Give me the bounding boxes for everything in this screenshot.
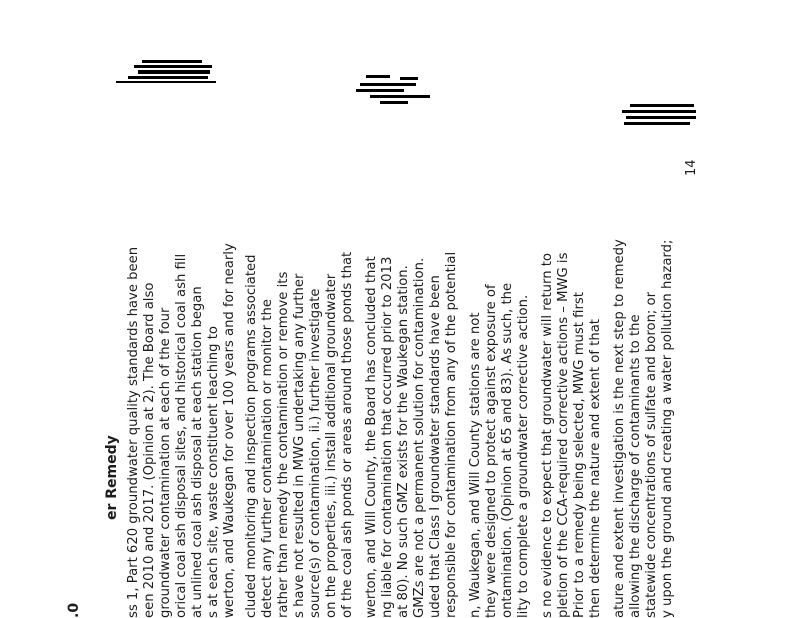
paragraph-1-line-1: ss 1, Part 620 groundwater quality standards have been <box>126 246 141 618</box>
paragraph-1-line-7: werton, and Waukegan for over 100 years and for nearly <box>222 243 237 618</box>
paragraph-2-line-4: s have not resulted in MWG undertaking any further <box>292 273 307 618</box>
section-number: .0 <box>66 602 82 618</box>
paragraph-2-line-7: of the coal ash ponds or areas around those ponds that <box>340 251 355 618</box>
page-number: 14 <box>684 159 699 176</box>
paragraph-6-line-4: y upon the ground and creating a water pollution hazard; <box>660 239 675 618</box>
paragraph-3-line-6: responsible for contamination from any of the potential <box>444 251 459 618</box>
paragraph-5-line-4: then determine the nature and extent of that <box>588 319 603 618</box>
paragraph-5-line-2: pletion of the CCA-required corrective actions – MWG is <box>556 252 571 618</box>
paragraph-5-line-3: Prior to a remedy being selected, MWG must first <box>572 292 587 618</box>
paragraph-2-line-3: rather than remedy the contamination or remove its <box>276 271 291 618</box>
paragraph-6-line-2: allowing the discharge of contaminants to the <box>628 314 643 618</box>
paragraph-1-line-5: at unlined coal ash disposal at each station began <box>190 286 205 618</box>
paragraph-4-line-1: n, Waukegan, and Will County stations are not <box>468 312 483 618</box>
section-title: er Remedy <box>104 435 120 520</box>
paragraph-6-line-1: ature and extent investigation is the next step to remedy <box>612 239 627 618</box>
paragraph-1-line-4: orical coal ash disposal sites, and historical coal ash fill <box>174 253 189 618</box>
paragraph-4-line-3: ontamination. (Opinion at 65 and 83). As such, the <box>500 282 515 618</box>
paragraph-3-line-4: GMZs are not a permanent solution for contamination. <box>412 257 427 618</box>
paragraph-2-line-1: cluded monitoring and inspection programs associated <box>244 254 259 618</box>
paragraph-3-line-1: werton, and Will County, the Board has concluded that <box>364 256 379 618</box>
paragraph-4-line-2: they were designed to protect against exposure of <box>484 284 499 618</box>
paragraph-2-line-6: on the properties, iii.) install additional groundwater <box>324 273 339 618</box>
paragraph-4-line-4: lity to complete a groundwater corrective action. <box>516 294 531 618</box>
paragraph-2-line-2: detect any further contamination or monitor the <box>260 299 275 618</box>
paragraph-5-line-1: s no evidence to expect that groundwater will return to <box>540 253 555 618</box>
paragraph-1-line-6: s at each site, waste constituent leaching to <box>206 326 221 618</box>
paragraph-2-line-5: source(s) of contamination, ii.) further investigate <box>308 288 323 618</box>
paragraph-3-line-2: ng liable for contamination that occurred prior to 2013 <box>380 256 395 618</box>
paragraph-1-line-2: een 2010 and 2017. (Opinion at 2). The Board also <box>142 282 157 618</box>
paragraph-3-line-3: at 80). No such GMZ exists for the Waukegan station. <box>396 265 411 618</box>
paragraph-1-line-3: groundwater contamination at each of the four <box>158 307 173 618</box>
paragraph-6-line-3: statewide concentrations of sulfate and boron; or <box>644 291 659 618</box>
paragraph-3-line-5: uded that Class I groundwater standards have been <box>428 275 443 618</box>
